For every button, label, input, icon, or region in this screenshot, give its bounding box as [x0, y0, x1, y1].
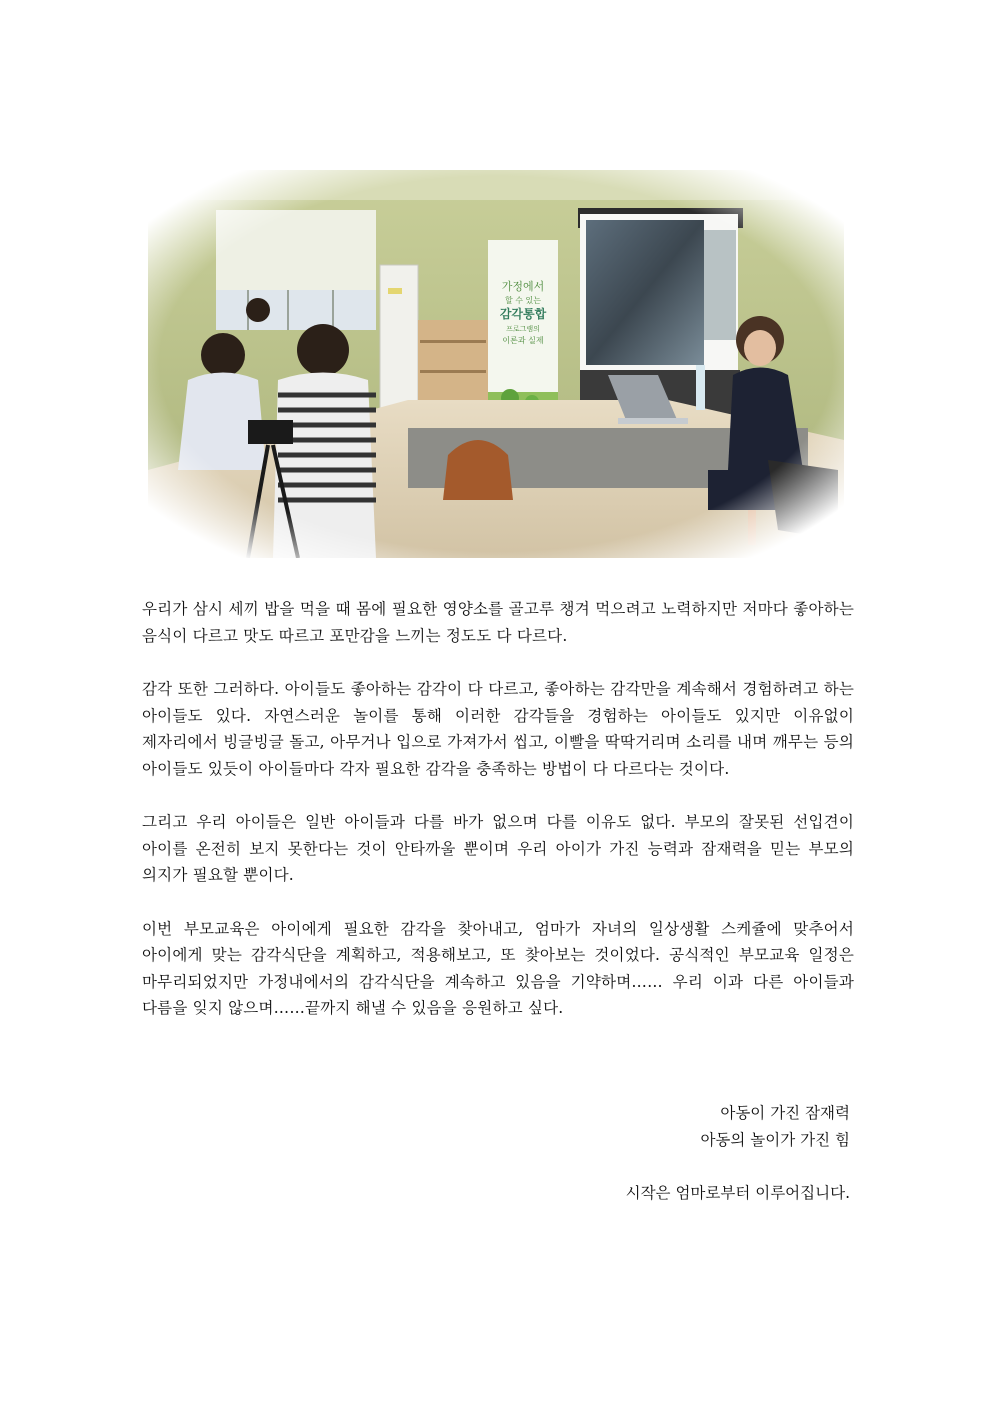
- paragraph-4: 이번 부모교육은 아이에게 필요한 감각을 찾아내고, 엄마가 자녀의 일상생활 스케쥴에 맞추어서 아이에게 맞는 감각식단을 계획하고, 적용해보고, 또 찾아보는 것이었다. 공식적인 부모교육 일정은 마무리되었지만 가정내에서의 감각식단을 계속하고 있음을 기약하며…… 우리 이과 다른 아이들과 다름을 잊지 않으며……끝까지 해낼 수 있음을 응원하고 싶다.: [142, 919, 854, 1017]
- paragraph-2: 감각 또한 그러하다. 아이들도 좋아하는 감각이 다 다르고, 좋아하는 감각만을 계속해서 경험하려고 하는 아이들도 있다. 자연스러운 놀이를 통해 이러한 감각들을 경험하는 아이들도 있지만 이유없이 제자리에서 빙글빙글 돌고, 아무거나 입으로 가져가서 씹고, 이빨을 딱딱거리며 소리를 내며 깨무는 등의 아이들도 있듯이 아이들마다 각자 필요한 감각을 충족하는 방법이 다 다르다는 것이다.: [142, 680, 854, 778]
- paragraph-3: 그리고 우리 아이들은 일반 아이들과 다를 바가 없으며 다를 이유도 없다. 부모의 잘못된 선입견이 아이를 온전히 보지 못한다는 것이 안타까울 뿐이며 우리 아이가 가진 능력과 잠재력을 믿는 부모의 의지가 필요할 뿐이다.: [142, 813, 854, 884]
- seminar-photo-illustration: [148, 170, 844, 558]
- closing-line-2: 아동의 놀이가 가진 힘: [700, 1130, 850, 1149]
- article-body: [142, 596, 854, 1049]
- closing-spacer: [626, 1153, 850, 1180]
- closing-lines: [626, 1100, 850, 1207]
- closing-line-1: 아동이 가진 잠재력: [720, 1104, 850, 1122]
- seminar-photo: [148, 170, 844, 558]
- paragraph-1: 우리가 삼시 세끼 밥을 먹을 때 몸에 필요한 영양소를 골고루 챙겨 먹으려고 노력하지만 저마다 좋아하는 음식이 다르고 맛도 따르고 포만감을 느끼는 정도도 다 다르다.: [142, 600, 854, 645]
- closing-line-3: 시작은 엄마로부터 이루어집니다.: [625, 1184, 850, 1202]
